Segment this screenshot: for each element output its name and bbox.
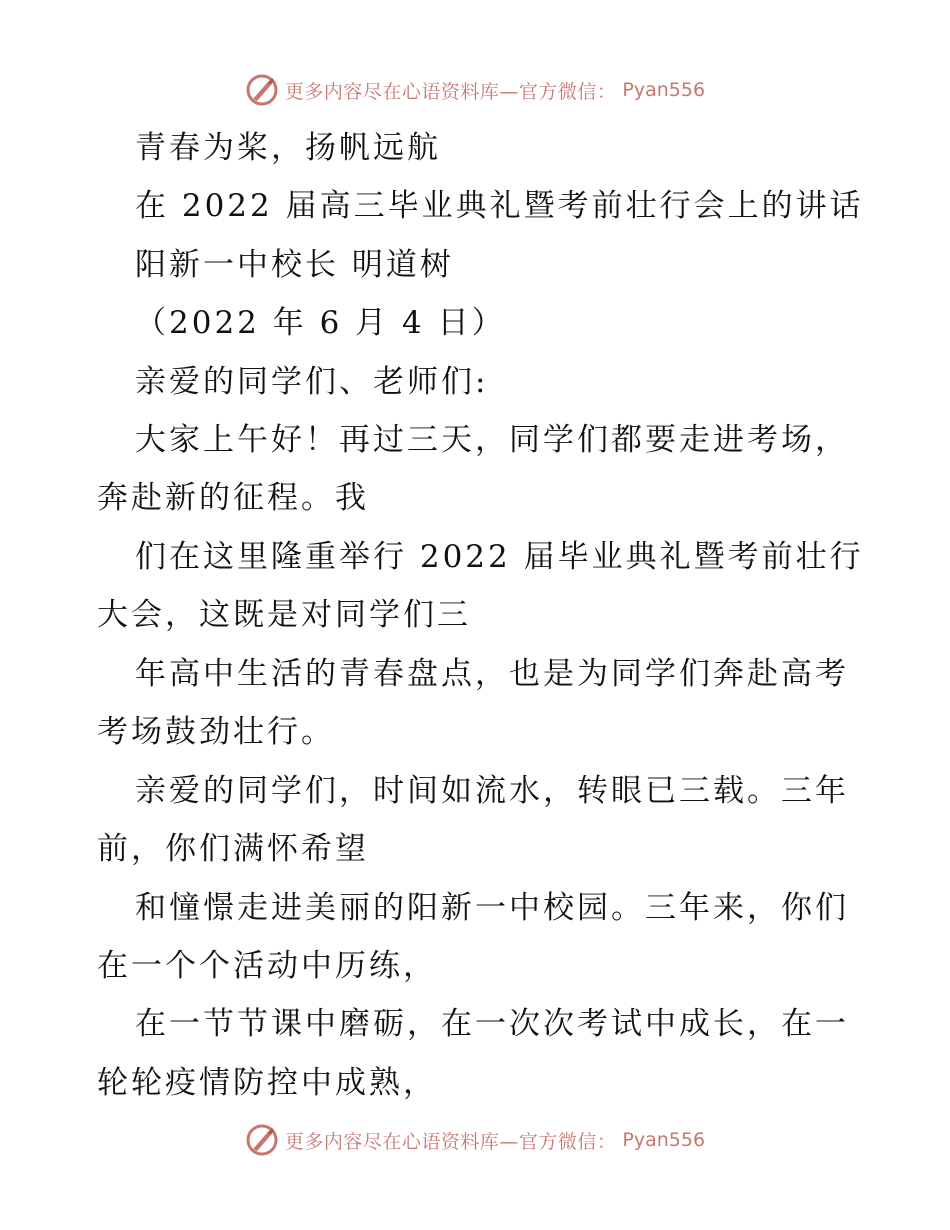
pen-logo-icon [245, 1123, 279, 1157]
paragraph-line: 们在这里隆重举行 2022 届毕业典礼暨考前壮行 [135, 539, 864, 575]
paragraph-line: 在一个个活动中历练， [97, 948, 437, 984]
document-title: 青春为桨，扬帆远航 [135, 130, 441, 166]
footer-watermark [0, 1120, 950, 1160]
header-watermark [0, 70, 950, 110]
watermark-text: 更多内容尽在心语资料库—官方微信： [284, 80, 617, 103]
watermark-text: 更多内容尽在心语资料库—官方微信： [284, 1130, 617, 1153]
paragraph-line: 年高中生活的青春盘点，也是为同学们奔赴高考 [135, 656, 849, 692]
paragraph-line: 大会，这既是对同学们三 [97, 597, 471, 633]
paragraph-line: 和憧憬走进美丽的阳新一中校园。三年来，你们 [135, 890, 849, 926]
paragraph-line: 在一节节课中磨砺，在一次次考试中成长，在一 [135, 1006, 849, 1042]
speaker-line: 阳新一中校长 明道树 [135, 247, 454, 283]
paragraph-line: 亲爱的同学们，时间如流水，转眼已三载。三年 [135, 773, 849, 809]
paragraph-line: 考场鼓劲壮行。 [97, 714, 335, 750]
paragraph-line: 奔赴新的征程。我 [97, 480, 369, 516]
pen-logo-icon [245, 73, 279, 107]
paragraph-line: 大家上午好！再过三天，同学们都要走进考场， [135, 422, 849, 458]
document-subtitle: 在 2022 届高三毕业典礼暨考前壮行会上的讲话 [135, 188, 864, 224]
paragraph-line: 前，你们满怀希望 [97, 831, 369, 867]
paragraph-line: 轮轮疫情防控中成熟， [97, 1065, 437, 1101]
salutation-line: 亲爱的同学们、老师们: [135, 364, 489, 400]
date-line: （2022 年 6 月 4 日） [135, 305, 506, 341]
watermark-wechat-id: Pyan556 [622, 79, 706, 101]
watermark-wechat-id: Pyan556 [622, 1129, 706, 1151]
